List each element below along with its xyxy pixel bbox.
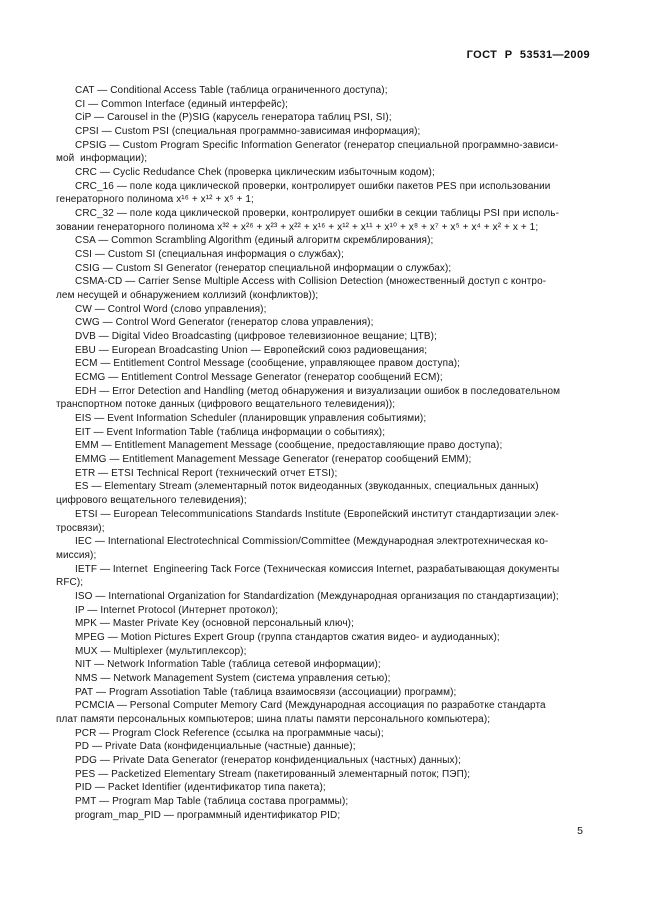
abbreviation-line: DVB — Digital Video Broadcasting (цифровое телевизионное вещание; ЦТВ); [75,331,437,343]
abbreviation-line: CRC_16 — поле кода циклической проверки, контролирует ошибки пакетов PES при использовании [75,180,551,192]
abbreviation-line: program_map_PID — программный идентификатор PID; [75,809,341,821]
abbreviation-line: MPEG — Motion Pictures Expert Group (группа стандартов сжатия видео- и аудиоданных); [75,631,500,643]
abbreviation-line: ETR — ETSI Technical Report (технический отчет ETSI); [75,467,338,479]
abbreviation-line: IETF — Internet Engineering Tack Force (Техническая комиссия Internet, разрабатывающая документы [75,563,560,575]
abbreviation-line: NIT — Network Information Table (таблица сетевой информации); [75,659,381,671]
abbreviation-line: CI — Common Interface (единый интерфейс); [75,98,289,110]
abbreviation-line: EBU — European Broadcasting Union — Европейский союз радиовещания; [75,344,428,356]
abbreviation-line: ETSI — European Telecommunications Standards Institute (Европейский институт стандартизации элек- [75,508,559,520]
abbreviation-line: CiP — Carousel in the (P)SIG (карусель генератора таблиц PSI, SI); [75,112,392,124]
abbreviation-list [56,84,596,822]
abbreviation-line: EIT — Event Information Table (таблица информации о событиях); [75,426,386,438]
abbreviation-line: ECM — Entitlement Control Message (сообщение, управляющее правом доступа); [75,358,461,370]
abbreviation-line: CRC_32 — поле кода циклической проверки, контролирует ошибки в секции таблицы PSI при исполь- [75,208,560,220]
abbreviation-line: PID — Packet Identifier (идентификатор типа пакета); [75,782,326,794]
abbreviation-line: CAT — Conditional Access Table (таблица ограниченного доступа); [75,85,388,96]
abbreviation-line: IEC — International Electrotechnical Commission/Committee (Международная электротехническая ко- [75,536,549,548]
abbreviation-line: PES — Packetized Elementary Stream (пакетированный элементарный поток; ПЭП); [75,768,471,780]
abbreviation-line: PCR — Program Clock Reference (ссылка на программные часы); [75,727,384,739]
abbreviation-line: миссия); [56,549,97,561]
abbreviation-line: PCMCIA — Personal Computer Memory Card (Международная ассоциация по разработке стандарта [75,700,546,712]
abbreviation-line: цифрового вещательного телевидения); [56,495,247,507]
abbreviation-line: CW — Control Word (слово управления); [75,303,267,315]
abbreviation-line: RFC); [56,577,84,589]
abbreviation-line: лем несущей и обнаружением коллизий (конфликтов)); [56,290,319,302]
abbreviation-line: EMMG — Entitlement Management Message Generator (генератор сообщений EMM); [75,454,472,466]
abbreviation-line: мой информации); [56,153,148,165]
abbreviation-line: генераторного полинома x¹⁶ + x¹² + x⁵ + 1; [56,194,254,206]
abbreviation-line: зовании генераторного полинома x³² + x²⁶ + x²³ + x²² + x¹⁶ + x¹² + x¹¹ + x¹⁰ + x⁸ + x⁷ + x⁵ + x⁴ + x² + x + 1; [56,221,539,233]
abbreviation-line: MPK — Master Private Key (основной персональный ключ); [75,618,354,630]
abbreviation-line: PMT — Program Map Table (таблица состава программы); [75,795,349,807]
abbreviation-line: PAT — Program Assotiation Table (таблица взаимосвязи (ассоциации) программ); [75,686,457,698]
abbreviation-line: ES — Elementary Stream (элементарный поток видеоданных (звукоданных, специальных данных) [75,481,539,493]
abbreviation-line: PD — Private Data (конфиденциальные (частные) данные); [75,741,356,753]
abbreviation-line: плат памяти персональных компьютеров; шина платы памяти персонального компьютера); [56,713,491,725]
abbreviation-line: EMM — Entitlement Management Message (сообщение, предоставляющие право доступа); [75,440,503,452]
abbreviation-line: транспортном потоке данных (цифрового вещательного телевидения)); [56,399,396,411]
abbreviation-line: CRC — Cyclic Redudance Chek (проверка циклическим избыточным кодом); [75,167,435,179]
abbreviation-line: тросвязи); [56,522,105,534]
abbreviation-line: CSMA-CD — Carrier Sense Multiple Access with Collision Detection (множественный доступ с контро- [75,276,547,288]
abbreviation-line: EIS — Event Information Scheduler (планировщик управления событиями); [75,413,427,425]
abbreviation-line: CSIG — Custom SI Generator (генератор специальной информации о службах); [75,262,452,274]
page-number: 5 [577,825,583,837]
abbreviation-line: MUX — Multiplexer (мультиплексор); [75,645,247,657]
abbreviation-line: PDG — Private Data Generator (генератор конфиденциальных (частных) данных); [75,754,461,766]
abbreviation-line: CSI — Custom SI (специальная информация о службах); [75,249,344,261]
abbreviation-line: IP — Internet Protocol (Интернет протокол); [75,604,279,616]
abbreviation-line: NMS — Network Management System (система управления сетью); [75,672,391,684]
abbreviation-line: ISO — International Organization for Standardization (Международная организация по стандартизации); [75,590,559,602]
abbreviation-line: ECMG — Entitlement Control Message Generator (генератор сообщений ECM); [75,372,443,384]
abbreviation-line: CPSIG — Custom Program Specific Information Generator (генератор специальной программно-зависи- [75,139,559,151]
standard-number-header: ГОСТ Р 53531—2009 [466,49,590,61]
abbreviation-line: CSA — Common Scrambling Algorithm (единый алгоритм скремблирования); [75,235,434,247]
abbreviation-line: CPSI — Custom PSI (специальная программно-зависимая информация); [75,126,421,138]
abbreviation-line: CWG — Control Word Generator (генератор слова управления); [75,317,374,329]
abbreviation-line: EDH — Error Detection and Handling (метод обнаружения и визуализации ошибок в последовательном [75,385,561,397]
